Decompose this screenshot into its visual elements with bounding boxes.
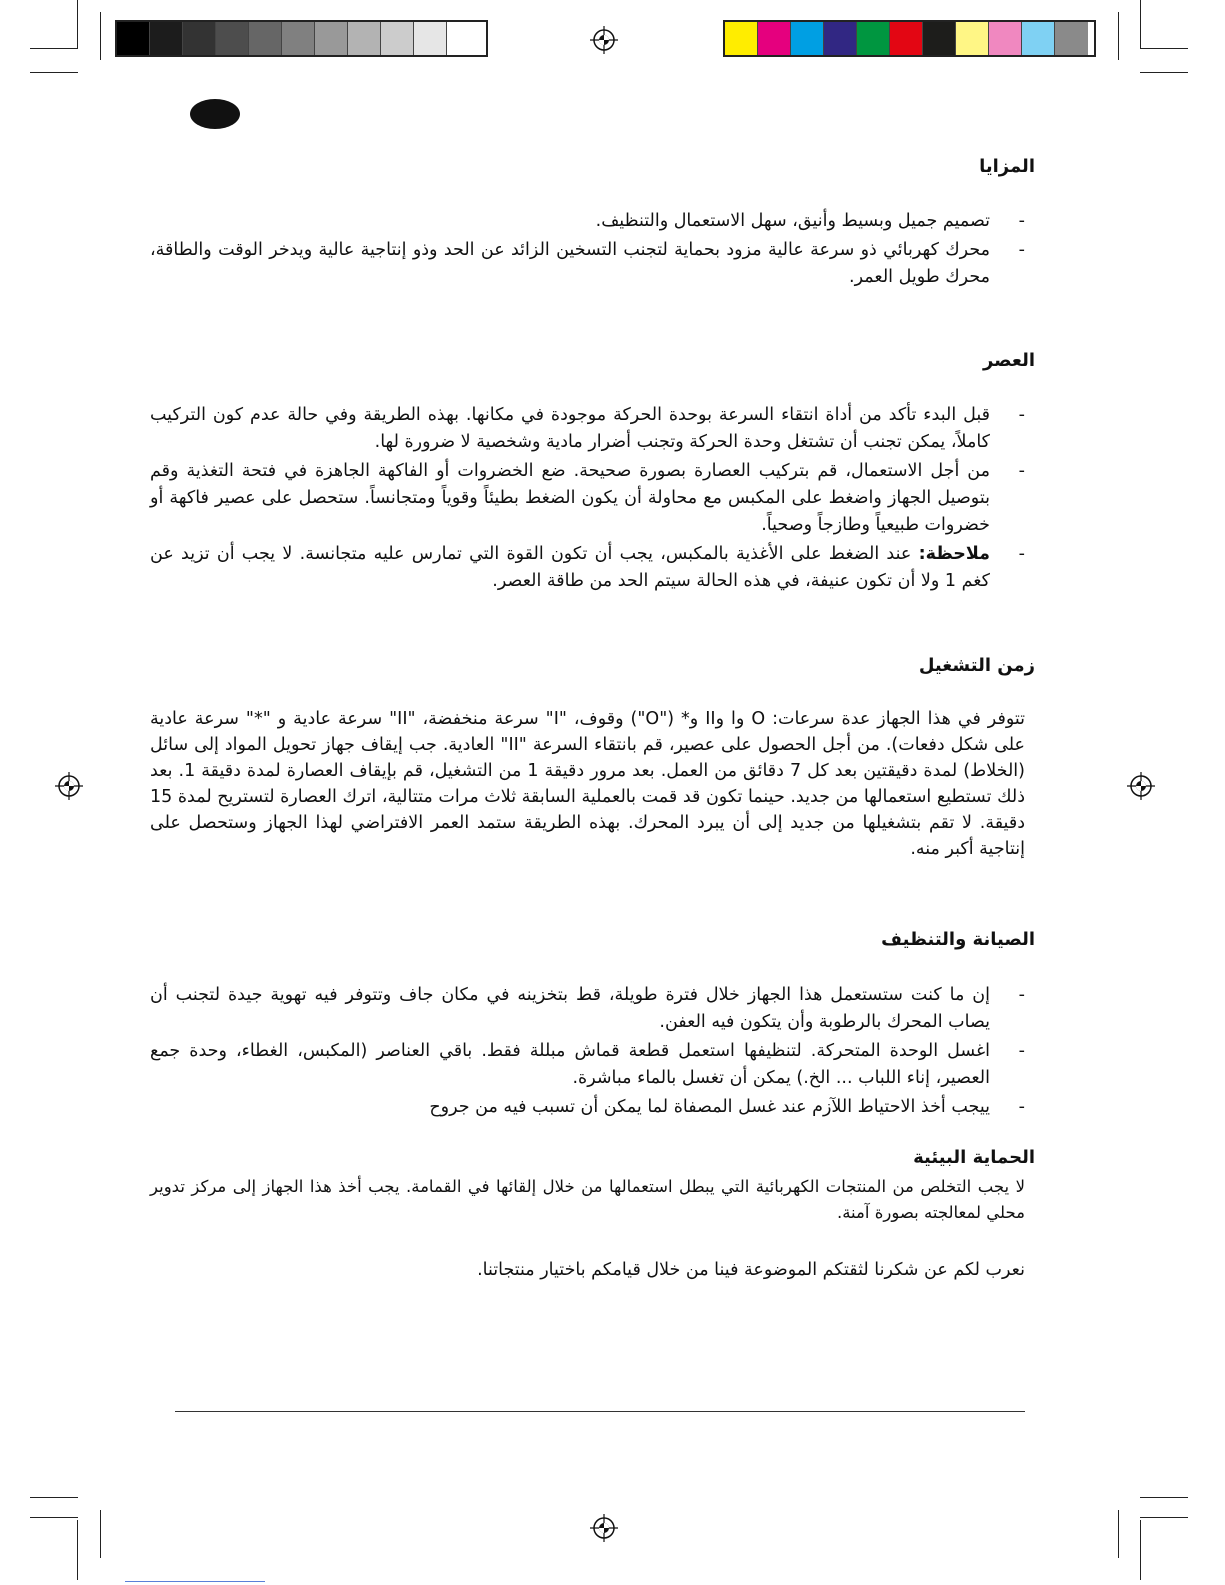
gray-swatch bbox=[315, 22, 348, 55]
operating-time-heading: زمن التشغيل bbox=[918, 655, 1035, 676]
color-swatch bbox=[890, 22, 923, 55]
features-list bbox=[150, 208, 1025, 293]
features-heading: المزايا bbox=[979, 156, 1035, 177]
list-item: - اغسل الوحدة المتحركة. لتنظيفها استعمل قطعة قماش مبللة فقط. باقي العناصر (المكبس، الغطاء، وحدة جمع العصير، إناء اللباب ... الخ.) يمكن أن تغسل بالماء مباشرة. bbox=[150, 1041, 1025, 1088]
gray-swatch bbox=[381, 22, 414, 55]
bottom-blue-line bbox=[125, 1581, 265, 1582]
maintenance-list bbox=[150, 982, 1025, 1123]
list-item-text: تصميم جميل وبسيط وأنيق، سهل الاستعمال والتنظيف. bbox=[595, 211, 990, 231]
thanks-line: نعرب لكم عن شكرنا لثقتكم الموضوعة فينا من خلال قيامكم باختيار منتجاتنا. bbox=[477, 1260, 1025, 1280]
note-label: ملاحظة: bbox=[918, 544, 990, 564]
gray-swatch bbox=[117, 22, 150, 55]
gray-swatch bbox=[183, 22, 216, 55]
list-item: - قبل البدء تأكد من أداة انتقاء السرعة بوحدة الحركة موجودة في مكانها. بهذه الطريقة وفي حالة عدم كون التركيب كاملاً، يمكن تجنب أن تشتغل وحدة الحركة وتجنب أضرار مادية وشخصية لا ضرورة لها. bbox=[150, 405, 1025, 452]
gray-swatch bbox=[282, 22, 315, 55]
list-item-text: ييجب أخذ الاحتياط اللآزم عند غسل المصفاة لما يمكن أن تسبب فيه من جروح bbox=[429, 1097, 990, 1117]
gray-swatch bbox=[414, 22, 447, 55]
juicing-list bbox=[150, 402, 1025, 597]
process-color-bar bbox=[723, 20, 1096, 57]
registration-mark-icon bbox=[590, 26, 618, 54]
color-swatch bbox=[989, 22, 1022, 55]
list-item: - تصميم جميل وبسيط وأنيق، سهل الاستعمال والتنظيف. bbox=[595, 211, 1025, 231]
list-item-text: من أجل الاستعمال، قم بتركيب العصارة بصورة صحيحة. ضع الخضروات أو الفاكهة الجاهزة في فتحة التغذية وقم بتوصيل الجهاز واضغط على المكبس مع محاولة أن يكون الضغط بطيئاً وقوياً ومتجانساً. ستحصل على عصير فاكهة أو خضروات طبيعياً وطازجاً وصحياً. bbox=[150, 461, 990, 535]
juicing-heading: العصر bbox=[982, 350, 1035, 371]
list-item: - إن ما كنت ستستعمل هذا الجهاز خلال فترة طويلة، قط بتخزينه في مكان جاف وتتوفر فيه تهوية جيدة لتجنب أن يصاب المحرك بالرطوبة وأن يتكون فيه العفن. bbox=[150, 985, 1025, 1032]
list-item-text: عند الضغط على الأغذية بالمكبس، يجب أن تكون القوة التي تمارس عليه متجانسة. لا يجب أن تزيد عن كغم 1 ولا أن تكون عنيفة، في هذه الحالة سيتم الحد من طاقة العصر. bbox=[150, 544, 990, 591]
operating-time-paragraph: تتوفر في هذا الجهاز عدة سرعات: O وا وII و* ("O") وقوف، "I" سرعة منخفضة، "II" سرعة عادية و "*" سرعة عادية على شكل دفعات). من أجل الحصول على عصير، قم بانتقاء السرعة "II" العادية. جب إيقاف جهاز تحويل المواد إلى سائل (الخلاط) لمدة دقيقتين بعد كل 7 دقائق من العمل. بعد مرور دقيقة 1 من التشغيل، قم بإيقاف العصارة لمدة دقيقة 1. بعد ذلك تستطيع استعمالها من جديد. حينما تكون قد قمت بالعملية السابقة ثلاث مرات متتالية، اترك العصارة لتستريح لمدة 15 دقيقة. لا تقم بتشغيلها من جديد إلى أن يبرد المحرك. بهذه الطريقة ستمد العمر الافتراضي لهذا الجهاز وستحصل على إنتاجية أكبر منه. bbox=[150, 709, 1026, 859]
environment-heading: الحماية البيئية bbox=[913, 1147, 1035, 1168]
list-item: - من أجل الاستعمال، قم بتركيب العصارة بصورة صحيحة. ضع الخضروات أو الفاكهة الجاهزة في فتحة التغذية وقم بتوصيل الجهاز واضغط على المكبس مع محاولة أن يكون الضغط بطيئاً وقوياً ومتجانساً. ستحصل على عصير فاكهة أو خضروات طبيعياً وطازجاً وصحياً. bbox=[150, 461, 1025, 535]
language-tab-marker bbox=[190, 99, 240, 129]
registration-mark-icon bbox=[590, 1514, 618, 1542]
color-swatch bbox=[824, 22, 857, 55]
list-item-text: إن ما كنت ستستعمل هذا الجهاز خلال فترة طويلة، قط بتخزينه في مكان جاف وتتوفر فيه تهوية جيدة لتجنب أن يصاب المحرك بالرطوبة وأن يتكون فيه العفن. bbox=[150, 985, 990, 1032]
maintenance-heading: الصيانة والتنظيف bbox=[881, 929, 1035, 950]
registration-mark-icon bbox=[55, 772, 83, 800]
color-swatch bbox=[725, 22, 758, 55]
gray-swatch bbox=[150, 22, 183, 55]
color-swatch bbox=[857, 22, 890, 55]
color-swatch bbox=[1055, 22, 1088, 55]
gray-swatch bbox=[348, 22, 381, 55]
list-item: - محرك كهربائي ذو سرعة عالية مزود بحماية لتجنب التسخين الزائد عن الحد وذو إنتاجية عالية ويدخر الوقت والطاقة، محرك طويل العمر. bbox=[150, 240, 1025, 287]
registration-mark-icon bbox=[1127, 772, 1155, 800]
grayscale-color-bar bbox=[115, 20, 488, 57]
list-item-text: محرك كهربائي ذو سرعة عالية مزود بحماية لتجنب التسخين الزائد عن الحد وذو إنتاجية عالية ويدخر الوقت والطاقة، محرك طويل العمر. bbox=[150, 240, 990, 287]
list-item: - ييجب أخذ الاحتياط اللآزم عند غسل المصفاة لما يمكن أن تسبب فيه من جروح bbox=[429, 1097, 1025, 1117]
list-item-text: قبل البدء تأكد من أداة انتقاء السرعة بوحدة الحركة موجودة في مكانها. بهذه الطريقة وفي حالة عدم كون التركيب كاملاً، يمكن تجنب أن تشتغل وحدة الحركة وتجنب أضرار مادية وشخصية لا ضرورة لها. bbox=[150, 405, 990, 452]
gray-swatch bbox=[216, 22, 249, 55]
color-swatch bbox=[956, 22, 989, 55]
color-swatch bbox=[1022, 22, 1055, 55]
color-swatch bbox=[758, 22, 791, 55]
list-item: - ملاحظة: عند الضغط على الأغذية بالمكبس، يجب أن تكون القوة التي تمارس عليه متجانسة. لا يجب أن تزيد عن كغم 1 ولا أن تكون عنيفة، في هذه الحالة سيتم الحد من طاقة العصر. bbox=[150, 544, 1025, 591]
color-swatch bbox=[791, 22, 824, 55]
list-item-text: اغسل الوحدة المتحركة. لتنظيفها استعمل قطعة قماش مبللة فقط. باقي العناصر (المكبس، الغطاء، وحدة جمع العصير، إناء اللباب ... الخ.) يمكن أن تغسل بالماء مباشرة. bbox=[150, 1041, 990, 1088]
footer-rule bbox=[175, 1411, 1025, 1412]
gray-swatch bbox=[447, 22, 480, 55]
color-swatch bbox=[923, 22, 956, 55]
gray-swatch bbox=[249, 22, 282, 55]
environment-paragraph: لا يجب التخلص من المنتجات الكهربائية التي يبطل استعمالها من خلال إلقائها في القمامة. يجب أخذ هذا الجهاز إلى مركز تدوير محلي لمعالجته بصورة آمنة. bbox=[150, 1177, 1025, 1222]
